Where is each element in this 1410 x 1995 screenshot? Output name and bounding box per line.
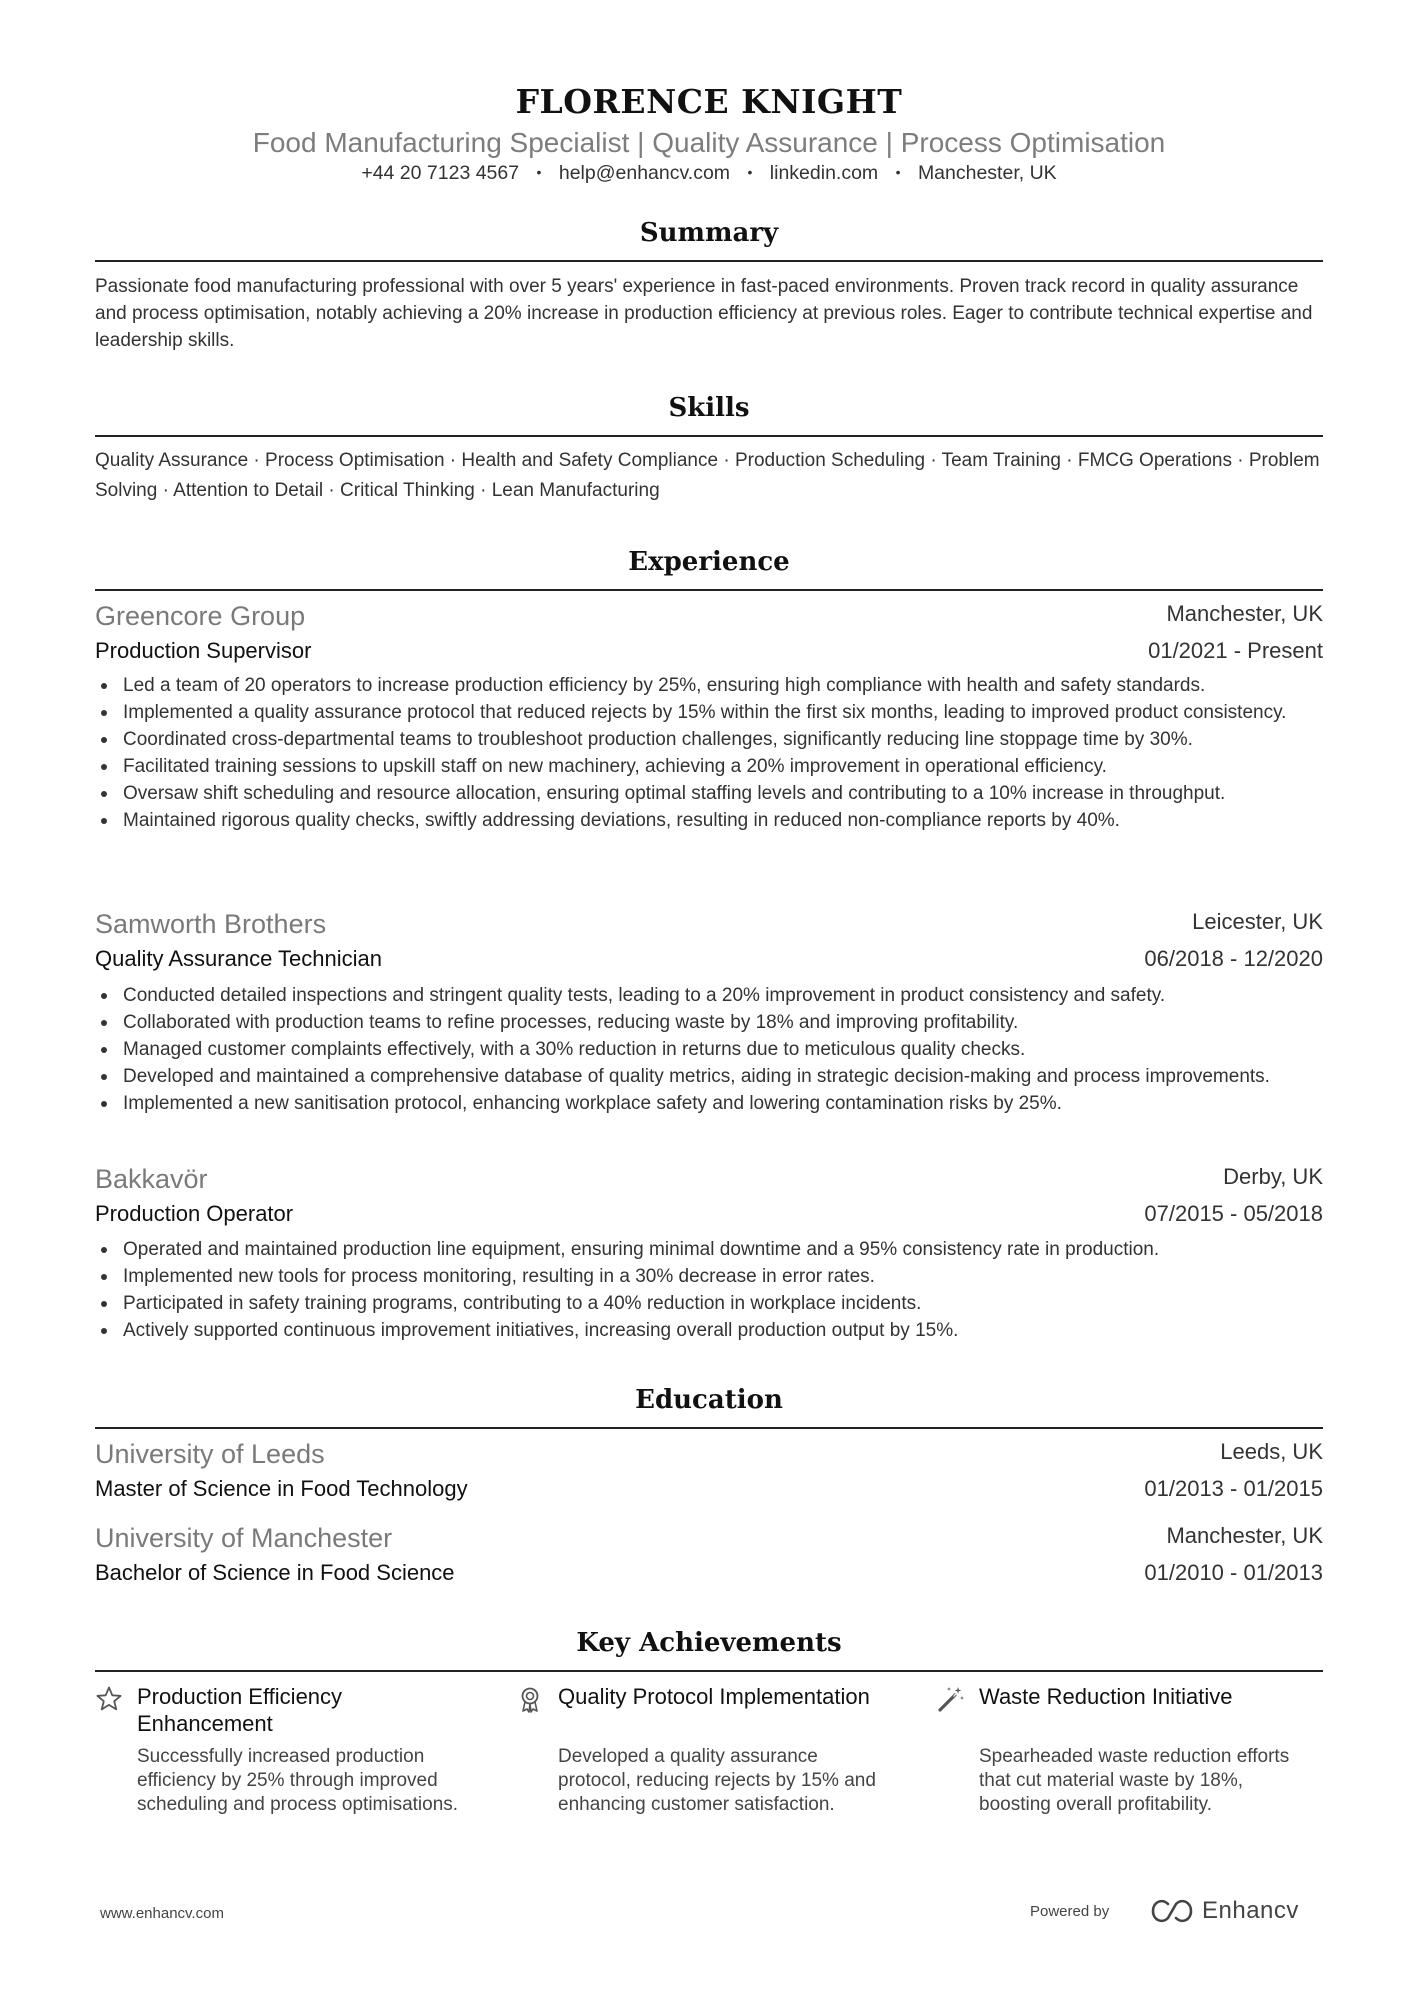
achievement-description: Developed a quality assurance protocol, reducing rejects by 15% and enhancing customer satisfaction.: [558, 1746, 876, 1815]
job-company: Greencore Group: [95, 601, 306, 631]
enhancv-brand-name: Enhancv: [1202, 1897, 1299, 1924]
job-bullet: Developed and maintained a comprehensive database of quality metrics, aiding in strategic decision-making and process improvements.: [95, 1063, 1323, 1090]
contact-location: Manchester, UK: [917, 162, 1057, 184]
job-dates: 01/2021 - Present: [1148, 638, 1323, 663]
powered-by-label: Powered by: [1030, 1903, 1110, 1920]
job-bullets: [95, 672, 1323, 834]
job-header: [95, 909, 1323, 943]
job-location: Manchester, UK: [1166, 601, 1323, 626]
job-subheader: [95, 1201, 1323, 1235]
achievement-description: Spearheaded waste reduction efforts that cut material waste by 18%, boosting overall profitability.: [979, 1746, 1290, 1815]
education-divider: [95, 1427, 1323, 1429]
job-location: Leicester, UK: [1192, 909, 1323, 934]
contact-linkedin[interactable]: linkedin.com: [769, 162, 879, 184]
job-bullet: Maintained rigorous quality checks, swiftly addressing deviations, resulting in reduced non-compliance reports by 40%.: [95, 807, 1323, 834]
education-header: [95, 1523, 1323, 1557]
job-bullet: Implemented new tools for process monitoring, resulting in a 30% decrease in error rates.: [95, 1263, 1323, 1290]
achievement-title: Production Efficiency Enhancement: [137, 1684, 343, 1736]
contact-separator: •: [747, 164, 753, 180]
contact-line: [95, 162, 1323, 185]
award-ribbon-icon: [516, 1685, 544, 1713]
skills-list: Quality Assurance · Process Optimisation · Health and Safety Compliance · Production Scheduling · Team Training · FMCG Operations · Problem Solving · Attention to Detail · Critical Thinking · Lean Manufacturing: [95, 450, 1320, 501]
job-bullet: Oversaw shift scheduling and resource allocation, ensuring optimal staffing levels and contributing to a 10% increase in throughput.: [95, 780, 1323, 807]
job-location: Derby, UK: [1223, 1164, 1323, 1189]
job-role: Production Operator: [95, 1201, 294, 1226]
contact-phone: +44 20 7123 4567: [361, 162, 520, 184]
education-section-title: Education: [635, 1385, 783, 1415]
skills-section-title: Skills: [668, 393, 750, 423]
job-bullet: Operated and maintained production line equipment, ensuring minimal downtime and a 95% consistency rate in production.: [95, 1236, 1323, 1263]
job-header: [95, 601, 1323, 635]
education-subheader: [95, 1476, 1323, 1510]
footer-branding[interactable]: [1030, 1896, 1330, 1926]
education-school: University of Manchester: [95, 1523, 393, 1553]
experience-section-title: Experience: [628, 547, 790, 577]
job-bullet: Implemented a new sanitisation protocol, enhancing workplace safety and lowering contamination risks by 25%.: [95, 1090, 1323, 1117]
achievements-divider: [95, 1670, 1323, 1672]
contact-separator: •: [895, 164, 901, 180]
candidate-name: FLORENCE KNIGHT: [515, 82, 903, 121]
candidate-headline: Food Manufacturing Specialist | Quality Assurance | Process Optimisation: [252, 127, 1166, 158]
job-bullets: [95, 1236, 1323, 1344]
job-bullet: Managed customer complaints effectively, with a 30% reduction in returns due to meticulous quality checks.: [95, 1036, 1323, 1063]
education-degree: Bachelor of Science in Food Science: [95, 1560, 455, 1585]
education-location: Leeds, UK: [1220, 1439, 1323, 1464]
job-bullet: Facilitated training sessions to upskill staff on new machinery, achieving a 20% improvement in operational efficiency.: [95, 753, 1323, 780]
job-bullet: Led a team of 20 operators to increase production efficiency by 25%, ensuring high compliance with health and safety standards.: [95, 672, 1323, 699]
job-company: Samworth Brothers: [95, 909, 327, 939]
job-role: Quality Assurance Technician: [95, 946, 382, 971]
achievement-title: Waste Reduction Initiative: [979, 1684, 1233, 1709]
achievement-title: Quality Protocol Implementation: [558, 1684, 870, 1709]
job-bullet: Actively supported continuous improvement initiatives, increasing overall production output by 15%.: [95, 1317, 1323, 1344]
job-subheader: [95, 946, 1323, 980]
job-bullet: Coordinated cross-departmental teams to troubleshoot production challenges, significantly reducing line stoppage time by 30%.: [95, 726, 1323, 753]
education-header: [95, 1439, 1323, 1473]
job-header: [95, 1164, 1323, 1198]
education-subheader: [95, 1560, 1323, 1594]
job-bullets: [95, 982, 1323, 1117]
education-location: Manchester, UK: [1166, 1523, 1323, 1548]
job-bullet: Collaborated with production teams to refine processes, reducing waste by 18% and improving profitability.: [95, 1009, 1323, 1036]
contact-separator: •: [536, 164, 542, 180]
star-icon: [95, 1685, 123, 1713]
summary-divider: [95, 260, 1323, 262]
achievement-description: Successfully increased production efficiency by 25% through improved scheduling and process optimisations.: [137, 1746, 459, 1815]
education-degree: Master of Science in Food Technology: [95, 1476, 468, 1501]
summary-section-title: Summary: [639, 218, 779, 248]
job-role: Production Supervisor: [95, 638, 312, 663]
job-bullet: Participated in safety training programs, contributing to a 40% reduction in workplace incidents.: [95, 1290, 1323, 1317]
contact-email[interactable]: help@enhancv.com: [558, 162, 731, 184]
summary-text: Passionate food manufacturing professional with over 5 years' experience in fast-paced environments. Proven track record in quality assurance and process optimisation, notably achieving a 20% increase in production efficiency at previous roles. Eager to contribute technical expertise and leadership skills.: [95, 276, 1313, 351]
job-bullet: Implemented a quality assurance protocol that reduced rejects by 15% within the first six months, leading to improved product consistency.: [95, 699, 1323, 726]
education-dates: 01/2013 - 01/2015: [1144, 1476, 1323, 1501]
skills-divider: [95, 435, 1323, 437]
job-dates: 06/2018 - 12/2020: [1144, 946, 1323, 971]
magic-wand-icon: [937, 1685, 965, 1713]
job-dates: 07/2015 - 05/2018: [1144, 1201, 1323, 1226]
job-bullet: Conducted detailed inspections and stringent quality tests, leading to a 20% improvement in product consistency and safety.: [95, 982, 1323, 1009]
job-subheader: [95, 638, 1323, 672]
achievements-section-title: Key Achievements: [576, 1628, 842, 1658]
experience-divider: [95, 589, 1323, 591]
job-company: Bakkavör: [95, 1164, 208, 1194]
education-school: University of Leeds: [95, 1439, 325, 1469]
footer-website[interactable]: www.enhancv.com: [100, 1905, 224, 1922]
enhancv-logo-icon: [1150, 1896, 1194, 1926]
education-dates: 01/2010 - 01/2013: [1144, 1560, 1323, 1585]
